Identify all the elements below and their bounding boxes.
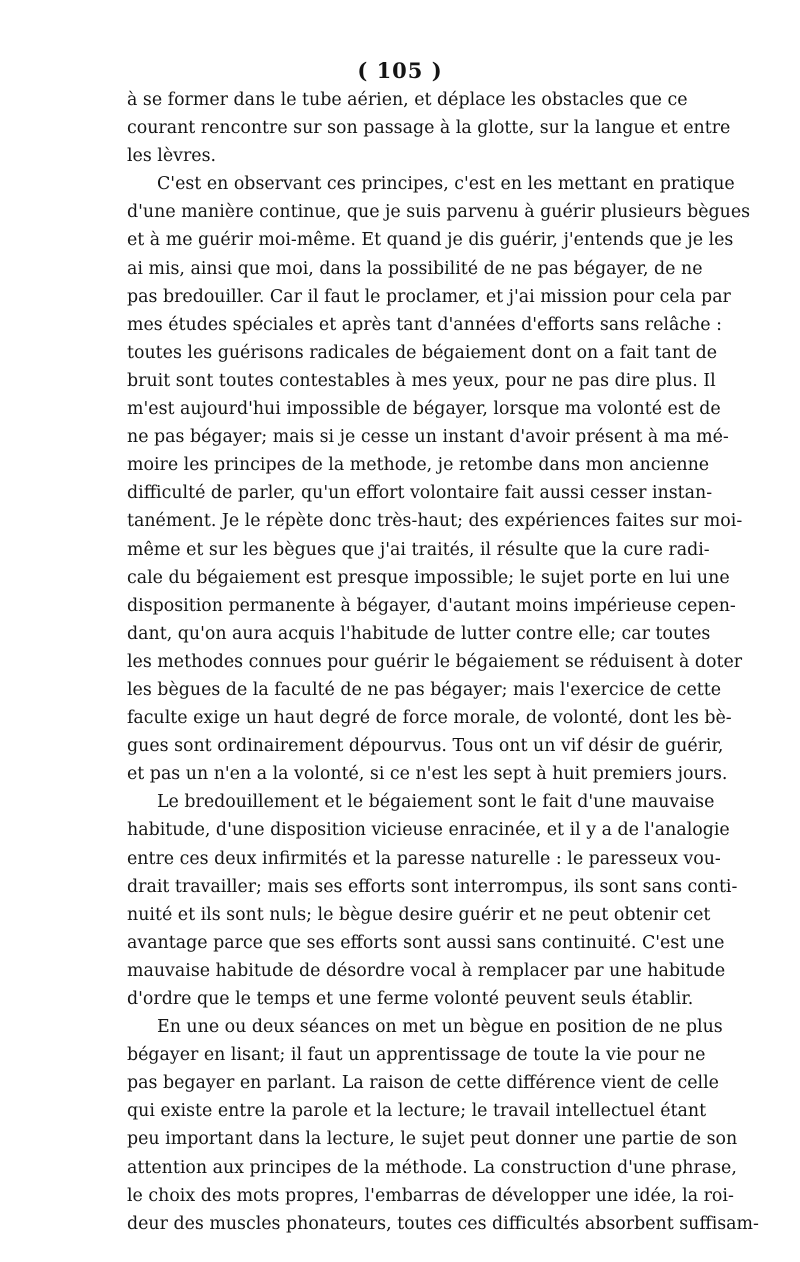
text-line: pas bredouiller. Car il faut le proclamer, et j'ai mission pour cela par <box>127 286 731 307</box>
text-line: mes études spéciales et après tant d'années d'efforts sans relâche : <box>127 314 722 335</box>
text-line: moire les principes de la methode, je retombe dans mon ancienne <box>127 455 710 476</box>
text-line: à se former dans le tube aérien, et déplace les obstacles que ce <box>127 90 688 110</box>
text-line: les bègues de la faculté de ne pas bégayer; mais l'exercice de cette <box>127 679 722 700</box>
text-line: m'est aujourd'hui impossible de bégayer, lorsque ma volonté est de <box>127 399 721 420</box>
text-line: les methodes connues pour guérir le bégaiement se réduisent à doter <box>127 651 743 672</box>
text-line: ne pas bégayer; mais si je cesse un instant d'avoir présent à ma mé- <box>127 427 729 448</box>
text-line: gues sont ordinairement dépourvus. Tous ont un vif désir de guérir, <box>127 736 724 757</box>
text-line: pas begayer en parlant. La raison de cette différence vient de celle <box>127 1073 719 1094</box>
text-line: faculte exige un haut degré de force morale, de volonté, dont les bè- <box>127 708 732 729</box>
text-line: Le bredouillement et le bégaiement sont le fait d'une mauvaise <box>157 792 715 813</box>
text-line: En une ou deux séances on met un bègue en position de ne plus <box>157 1017 723 1038</box>
text-line: d'une manière continue, que je suis parvenu à guérir plusieurs bègues <box>127 202 751 223</box>
text-line: d'ordre que le temps et une ferme volonté peuvent seuls établir. <box>127 989 694 1009</box>
text-line: avantage parce que ses efforts sont aussi sans continuité. C'est une <box>127 932 725 953</box>
text-line: C'est en observant ces principes, c'est en les mettant en pratique <box>157 174 735 195</box>
text-line: dant, qu'on aura acquis l'habitude de lutter contre elle; car toutes <box>127 623 711 644</box>
text-line: difficulté de parler, qu'un effort volontaire fait aussi cesser instan- <box>127 483 713 504</box>
text-line: qui existe entre la parole et la lecture; le travail intellectuel étant <box>127 1101 707 1122</box>
text-line: ai mis, ainsi que moi, dans la possibilité de ne pas bégayer, de ne <box>127 258 703 279</box>
text-line: mauvaise habitude de désordre vocal à remplacer par une habitude <box>127 960 726 981</box>
page-number: ( 105 ) <box>357 58 443 83</box>
text-line: entre ces deux infirmités et la paresse naturelle : le paresseux vou- <box>127 848 721 869</box>
text-line: et à me guérir moi-même. Et quand je dis guérir, j'entends que je les <box>127 230 734 251</box>
text-line: courant rencontre sur son passage à la glotte, sur la langue et entre <box>127 118 731 139</box>
text-line: les lèvres. <box>127 146 217 167</box>
text-line: nuité et ils sont nuls; le bègue desire guérir et ne peut obtenir cet <box>127 904 711 925</box>
text-line: bégayer en lisant; il faut un apprentissage de toute la vie pour ne <box>127 1045 706 1066</box>
text-line: et pas un n'en a la volonté, si ce n'est les sept à huit premiers jours. <box>127 764 728 785</box>
text-line: attention aux principes de la méthode. La construction d'une phrase, <box>127 1157 737 1178</box>
text-line: toutes les guérisons radicales de bégaiement dont on a fait tant de <box>127 342 718 363</box>
text-line: peu important dans la lecture, le sujet peut donner une partie de son <box>127 1129 738 1150</box>
text-line: tanément. Je le répète donc très-haut; des expériences faites sur moi- <box>127 511 743 532</box>
text-line: cale du bégaiement est presque impossible; le sujet porte en lui une <box>127 567 730 588</box>
text-line: même et sur les bègues que j'ai traités, il résulte que la cure radi- <box>127 539 710 560</box>
text-line: bruit sont toutes contestables à mes yeux, pour ne pas dire plus. Il <box>127 370 716 391</box>
text-line: le choix des mots propres, l'embarras de développer une idée, la roi- <box>127 1185 734 1206</box>
text-line: disposition permanente à bégayer, d'autant moins impérieuse cepen- <box>127 595 736 616</box>
text-line: habitude, d'une disposition vicieuse enracinée, et il y a de l'analogie <box>127 820 730 841</box>
text-line: drait travailler; mais ses efforts sont interrompus, ils sont sans conti- <box>127 876 738 897</box>
text-line: deur des muscles phonateurs, toutes ces difficultés absorbent suffisam- <box>127 1213 759 1234</box>
body-text <box>127 86 759 1238</box>
